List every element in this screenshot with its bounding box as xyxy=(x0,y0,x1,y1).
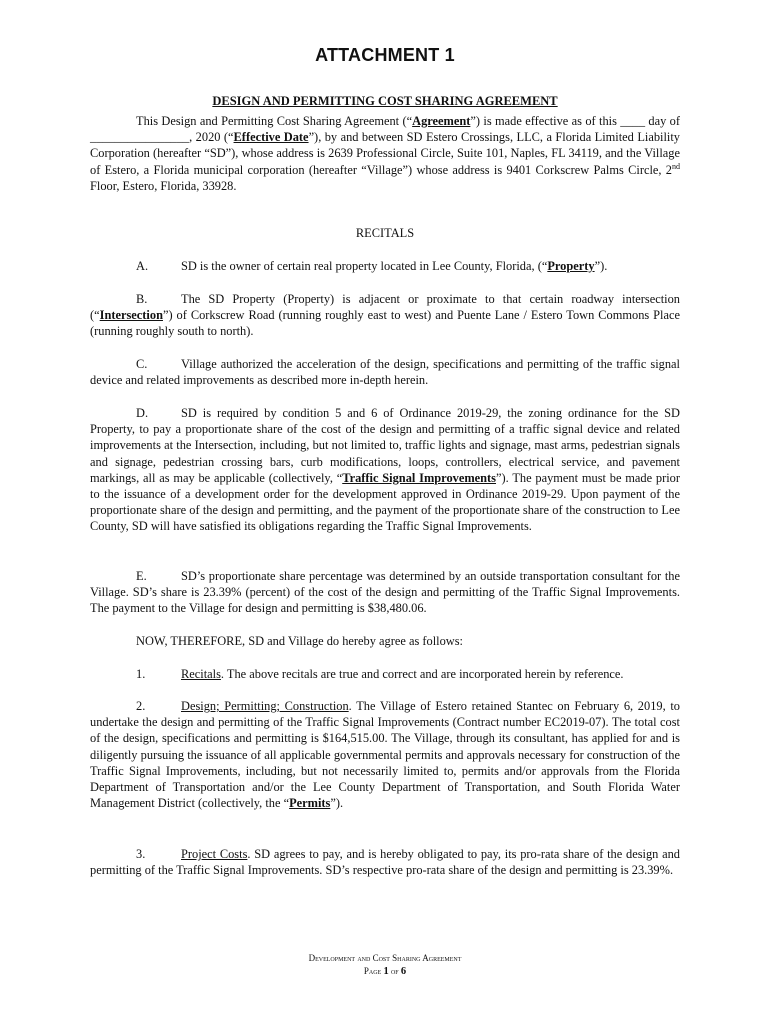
current-page: 1 xyxy=(383,966,389,977)
section-title: Recitals xyxy=(181,667,221,681)
section-3 xyxy=(90,846,680,878)
recital-number: C. xyxy=(136,357,148,371)
section-text: . The above recitals are true and correct and are incorporated herein by reference. xyxy=(220,667,624,681)
attachment-heading: ATTACHMENT 1 xyxy=(315,45,455,65)
recital-d xyxy=(90,405,680,535)
recital-number: D. xyxy=(136,406,149,420)
recital-text: ”) of Corkscrew Road (running roughly east to west) and Puente Lane / Estero Town Commons Place (running roughly south to north). xyxy=(90,308,680,339)
intro-text: ”) is made effective as of this ____ day of ________________, 2020 (“ xyxy=(90,114,681,145)
agreement-title: DESIGN AND PERMITTING COST SHARING AGREEMENT xyxy=(212,94,558,108)
defined-term-property: Property xyxy=(547,259,595,273)
recital-text: SD is required by condition 5 and 6 of Ordinance 2019-29, the zoning ordinance for the SD Property, to pay a proportionate share of the cost of the design and permitting of a traffic signal device and related improvements at the Intersection, including, but not limited to, traffic lights and signage, mast arms, pedestrian signals and signage, pedestrian crossing bars, curb modifications, loops, controllers, electrical service, and pavement markings, all as may be applicable (collectively, “ xyxy=(90,406,680,485)
section-number: 3. xyxy=(136,847,146,861)
total-pages: 6 xyxy=(400,966,407,977)
recital-number: E. xyxy=(136,569,147,583)
recital-number: B. xyxy=(136,292,148,306)
defined-term-traffic-signal-improvements: Traffic Signal Improvements xyxy=(342,470,497,485)
section-2 xyxy=(90,698,680,811)
intro-text: Floor, Estero, Florida, 33928. xyxy=(90,178,237,193)
recital-text: SD is the owner of certain real property located in Lee County, Florida, (“ xyxy=(181,259,548,273)
recital-b xyxy=(90,291,680,340)
defined-term-permits: Permits xyxy=(289,796,331,811)
section-1 xyxy=(90,666,680,682)
section-title: Design; Permitting; Construction xyxy=(181,699,349,713)
page-footer xyxy=(0,952,770,978)
page-number xyxy=(0,965,770,978)
recitals-heading: RECITALS xyxy=(355,226,415,240)
section-title: Project Costs xyxy=(181,847,248,861)
recital-c xyxy=(90,356,680,388)
section-number: 2. xyxy=(136,699,146,713)
now-therefore-clause: NOW, THEREFORE, SD and Village do hereby agree as follows: xyxy=(136,634,463,648)
recital-text: SD’s proportionate share percentage was determined by an outside transportation consultant for the Village. SD’s share is 23.39% (percent) of the cost of the design and permitting of the Traffic Signal Improvements. The payment to the Village for design and permitting is $38,480.06. xyxy=(90,569,680,616)
recital-number: A. xyxy=(136,259,149,273)
footer-title: Development and Cost Sharing Agreement xyxy=(308,953,462,963)
section-text: . The Village of Estero retained Stantec on February 6, 2019, to undertake the design and permitting of the Traffic Signal Improvements (Contract number EC2019-07). The total cost of the design, specifications and permitting is $164,515.00. The Village, through its consultant, has applied for and is diligently pursuing the issuance of all applicable governmental permits and approvals necessary for construction of the Traffic Signal Improvements, including, but not necessarily limited to, permits and/or approvals from the Florida Department of Transportation and/or the Lee County Department of Transportation, and South Florida Water Management District (collectively, the “ xyxy=(90,699,680,811)
recital-e xyxy=(90,568,680,617)
defined-term-agreement: Agreement xyxy=(412,114,471,128)
intro-text: This Design and Permitting Cost Sharing Agreement (“ xyxy=(136,114,413,128)
recital-text: The SD Property (Property) is adjacent or proximate to that certain roadway intersection (“ xyxy=(90,292,680,323)
intro-paragraph xyxy=(90,113,680,194)
defined-term-effective-date: Effective Date xyxy=(233,130,309,145)
page-of-label: of xyxy=(388,966,401,976)
intro-text: ”), by and between SD Estero Crossings, LLC, a Florida Limited Liability Corporation (hereafter “SD”), whose address is 2639 Professional Circle, Suite 101, Naples, FL 34119, and the Village of Estero, a Florida municipal corporation (hereafter “Village”) whose address is 9401 Corkscrew Palms Circle, 2 xyxy=(90,130,681,177)
section-text: . SD agrees to pay, and is hereby obligated to pay, its pro-rata share of the design and permitting of the Traffic Signal Improvements. SD’s respective pro-rata share of the design and permitting is 23.39%. xyxy=(90,847,680,878)
recital-text: ”). The payment must be made prior to the issuance of a development order for the development approved in Ordinance 2019-29. Upon payment of the proportionate share of the design and permitting, and the payment of the proportionate share of the construction to Lee County, SD will have satisfied its obligations regarding the Traffic Signal Improvements. xyxy=(90,470,680,534)
recital-a xyxy=(90,258,680,274)
page-label: Page xyxy=(363,966,384,976)
recital-text: ”). xyxy=(594,259,608,273)
defined-term-intersection: Intersection xyxy=(99,308,163,323)
section-text: ”). xyxy=(330,796,344,811)
ordinal-suffix: nd xyxy=(672,161,680,171)
section-number: 1. xyxy=(136,667,146,681)
recital-text: Village authorized the acceleration of the design, specifications and permitting of the traffic signal device and related improvements as described more in-depth herein. xyxy=(90,357,680,388)
